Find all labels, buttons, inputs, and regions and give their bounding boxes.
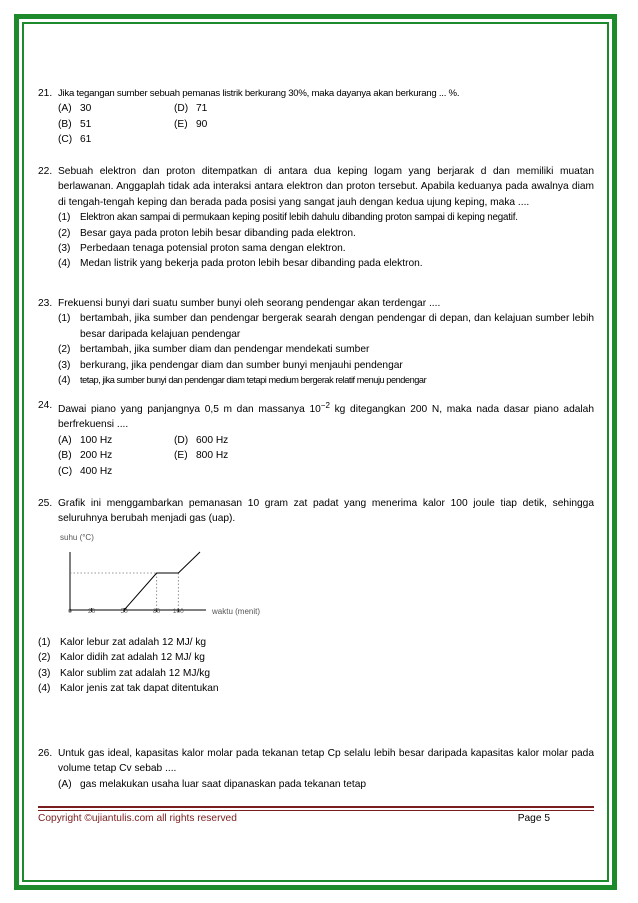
statement-label: (2) [58, 227, 71, 239]
option-row [58, 433, 594, 448]
option-value: 30 [80, 103, 92, 115]
option-value: 200 Hz [80, 450, 113, 462]
question-24 [38, 398, 594, 479]
statement-label: (4) [58, 375, 71, 387]
statement-text: Kalor sublim zat adalah 12 MJ/kg [60, 667, 211, 679]
statement-item [38, 666, 594, 681]
statement-item [58, 241, 594, 256]
statement-item [58, 256, 594, 271]
x-axis-label: waktu (menit) [212, 607, 261, 616]
option-row [58, 464, 594, 479]
statement-text: berkurang, jika pendengar diam dan sumber bunyi menjauhi pendengar [80, 359, 403, 371]
statement-label: (3) [58, 243, 71, 255]
copyright-text: Copyright ©ujiantulis.com all rights reserved [38, 813, 237, 824]
option-value: 800 Hz [196, 450, 229, 462]
option-label: (E) [174, 118, 188, 130]
statement-text: Kalor didih zat adalah 12 MJ/ kg [60, 652, 205, 664]
statement-item [58, 342, 594, 357]
question-text [58, 398, 594, 433]
option-row [58, 132, 594, 147]
statement-label: (2) [38, 652, 51, 664]
statement-label: (3) [38, 667, 51, 679]
statement-label: (2) [58, 344, 71, 356]
options [38, 101, 594, 147]
option-value: 600 Hz [196, 434, 229, 446]
statement-item [58, 311, 594, 342]
statement-item [38, 635, 594, 650]
statement-item [58, 358, 594, 373]
question-22 [38, 164, 594, 272]
option-row [58, 101, 594, 116]
option-label: (B) [58, 118, 72, 130]
footer-rule [38, 810, 594, 811]
option-row [58, 117, 594, 132]
statement-item [58, 210, 594, 225]
statement-text: Kalor lebur zat adalah 12 MJ/ kg [60, 637, 207, 648]
option-value: 51 [80, 118, 92, 130]
question-text: Sebuah elektron dan proton ditempatkan di antara dua keping logam yang berjarak d dan memiliki muatan berlawanan. Anggaplah tidak ada interaksi antara elektron dan proton tersebut. Apabila keduanya pada awalnya diam di tengah-tengah keping dan berada pada posisi yang sangat jauh dengan kedua ujung keping, maka .... [58, 166, 594, 208]
statement-text: Medan listrik yang bekerja pada proton lebih besar dibanding pada elektron. [80, 258, 423, 270]
question-number: 22. [38, 166, 53, 177]
option-row [58, 448, 594, 463]
question-number: 21. [38, 88, 53, 99]
question-text-part: kg ditegangkan 200 N, maka nada dasar piano adalah berfrekuensi .... [58, 404, 595, 431]
statement-text: bertambah, jika sumber diam dan pendengar mendekati sumber [80, 344, 370, 356]
x-tick-label: 20 [88, 608, 96, 615]
option-item [58, 777, 594, 792]
statement-item [38, 681, 594, 696]
x-tick-label: 100 [172, 608, 184, 615]
series-line [124, 552, 200, 610]
statement-text: bertambah, jika sumber dan pendengar bergerak searah dengan pendengar di depan, dan kelajuan sumber lebih besar daripada kelajuan pendengar [80, 313, 594, 340]
option-value: 61 [80, 134, 92, 146]
statement-item [38, 650, 594, 665]
statement-item [58, 226, 594, 241]
option-label: (C) [58, 465, 73, 477]
option-label: (D) [174, 434, 189, 446]
question-number: 23. [38, 298, 53, 309]
question-26 [38, 746, 594, 792]
statement-label: (1) [58, 212, 71, 224]
option-value: 71 [196, 103, 208, 115]
option-label: (C) [58, 134, 73, 146]
statement-label: (1) [38, 637, 51, 648]
statement-label: (4) [58, 258, 71, 270]
x-tick-label: 50 [120, 608, 128, 615]
statement-label: (4) [38, 683, 51, 695]
option-label: (E) [174, 450, 188, 462]
statement-text: Elektron akan sampai di permukaan keping positif lebih dahulu dibanding proton sampai di keping negatif. [80, 212, 518, 224]
page-footer [38, 813, 594, 824]
question-25-statements [38, 635, 594, 697]
option-value: 100 Hz [80, 434, 113, 446]
statement-text: Kalor jenis zat tak dapat ditentukan [60, 683, 219, 695]
option-label: (A) [58, 434, 72, 446]
heating-graph [58, 530, 318, 622]
options [38, 433, 594, 479]
option-value: 400 Hz [80, 465, 113, 477]
statements [38, 210, 594, 272]
question-text: Untuk gas ideal, kapasitas kalor molar pada tekanan tetap Cp selalu lebih besar daripada kapasitas kalor molar pada volume tetap Cv sebab .... [58, 748, 594, 775]
exponent: −2 [320, 401, 330, 410]
question-text: Frekuensi bunyi dari suatu sumber bunyi oleh seorang pendengar akan terdengar .... [58, 298, 441, 309]
options [38, 777, 594, 792]
statement-text: Besar gaya pada proton lebih besar dibanding pada elektron. [80, 227, 356, 239]
option-value: 90 [196, 118, 208, 130]
y-axis-label: suhu (°C) [60, 533, 94, 542]
statement-label: (3) [58, 359, 71, 371]
statements [38, 311, 594, 388]
footer-rule [38, 806, 594, 808]
statement-item [58, 373, 594, 388]
option-label: (B) [58, 450, 72, 462]
x-tick-label: 0 [68, 608, 72, 615]
page-number: Page 5 [517, 813, 550, 824]
question-number: 24. [38, 400, 53, 411]
question-25 [38, 496, 594, 527]
option-label: (A) [58, 778, 72, 790]
question-number: 26. [38, 748, 53, 759]
question-text: Jika tegangan sumber sebuah pemanas listrik berkurang 30%, maka dayanya akan berkurang ... %. [58, 88, 460, 99]
statement-label: (1) [58, 313, 71, 325]
x-tick-label: 80 [153, 608, 161, 615]
question-21 [38, 86, 594, 148]
option-text: gas melakukan usaha luar saat dipanaskan pada tekanan tetap [80, 778, 367, 790]
option-label: (A) [58, 103, 72, 115]
question-number: 25. [38, 498, 53, 509]
question-23 [38, 296, 594, 388]
question-text: Grafik ini menggambarkan pemanasan 10 gram zat padat yang menerima kalor 100 joule tiap detik, sehingga seluruhnya berubah menjadi gas (uap). [58, 498, 594, 525]
statement-text: Perbedaan tenaga potensial proton sama dengan elektron. [80, 243, 346, 255]
option-label: (D) [174, 103, 189, 115]
statement-text: tetap, jika sumber bunyi dan pendengar diam tetapi medium bergerak relatif menuju pendengar [80, 375, 427, 386]
question-text-part: Dawai piano yang panjangnya 0,5 m dan massanya 10 [58, 404, 321, 415]
